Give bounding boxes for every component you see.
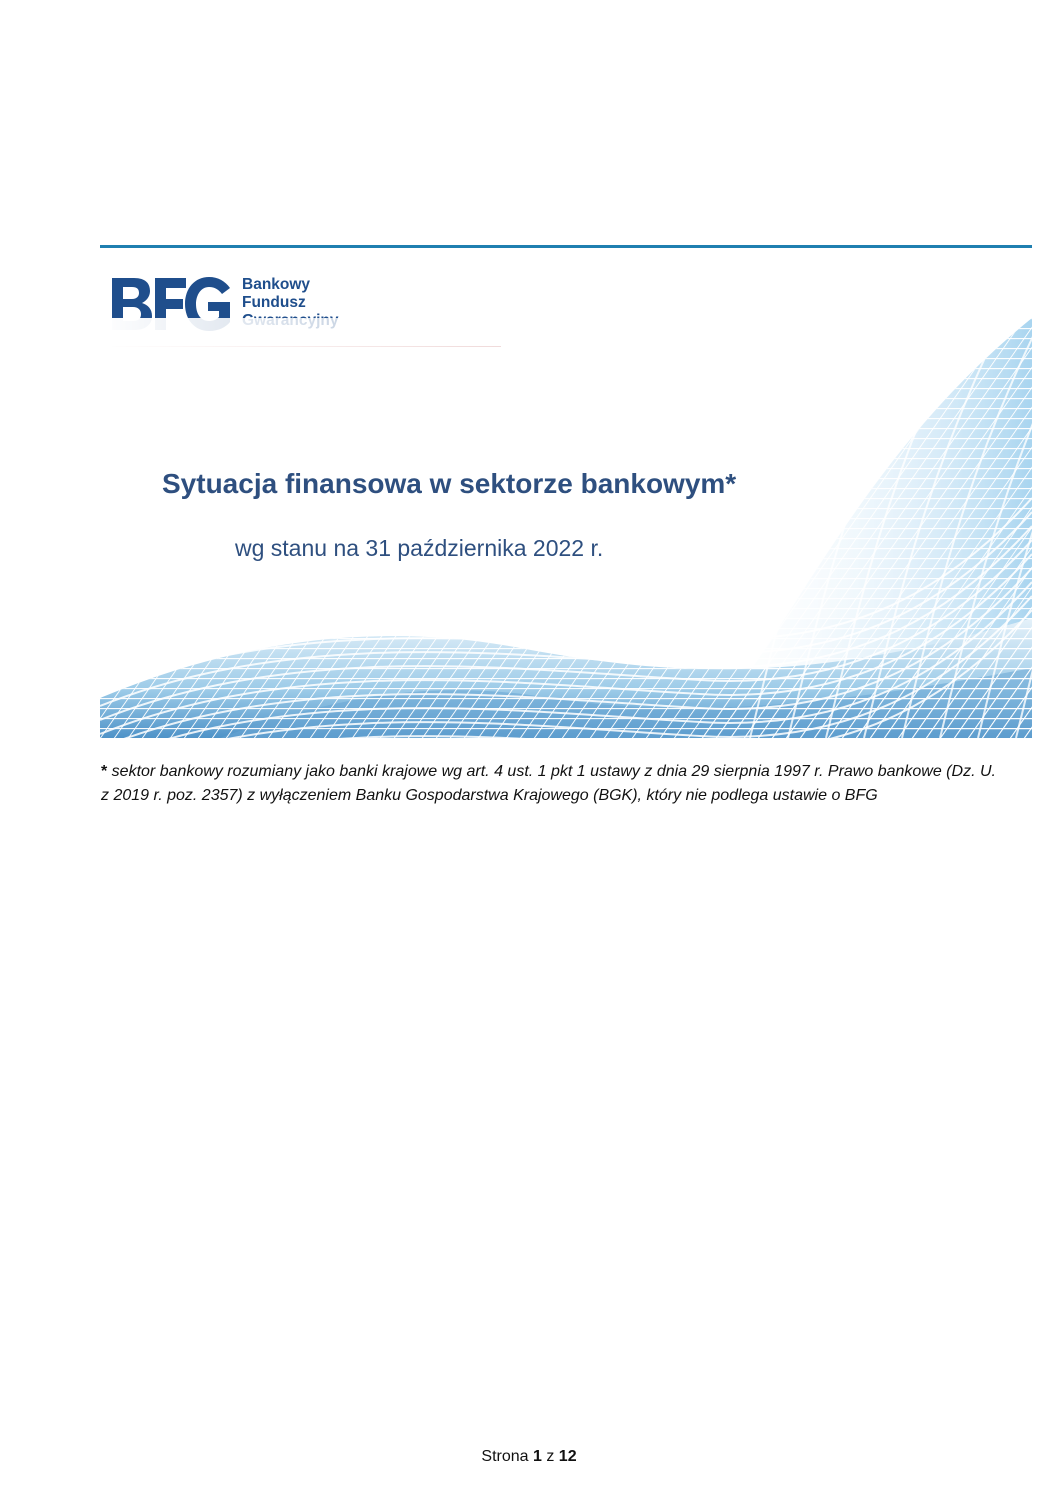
page-number-current: 1 (532, 1448, 542, 1465)
footnote (101, 760, 1001, 808)
wave-grid-svg (100, 318, 1032, 738)
footnote-text: sektor bankowy rozumiany jako banki krajowe wg art. 4 ust. 1 pkt 1 ustawy z dnia 29 sierpnia 1997 r. Prawo bankowe (Dz. U. z 2019 r. poz. 2357) z wyłączeniem Banku Gospodarstwa Krajowego (BGK), który nie podlega ustawie o BFG (101, 763, 996, 804)
header-rule (100, 245, 1032, 248)
page-subtitle: wg stanu na 31 października 2022 r. (235, 535, 604, 561)
page-number-total: 12 (558, 1448, 577, 1465)
page-number-prefix: Strona (481, 1448, 529, 1465)
logo-line-1: Bankowy (242, 276, 311, 293)
logo-line-2: Fundusz (242, 294, 306, 311)
wave-grid-graphic (100, 318, 1032, 738)
footnote-marker: * (101, 763, 108, 780)
page-title: Sytuacja finansowa w sektorze bankowym* (162, 468, 737, 499)
page-number (0, 1448, 1058, 1466)
page-number-separator: z (546, 1448, 555, 1465)
